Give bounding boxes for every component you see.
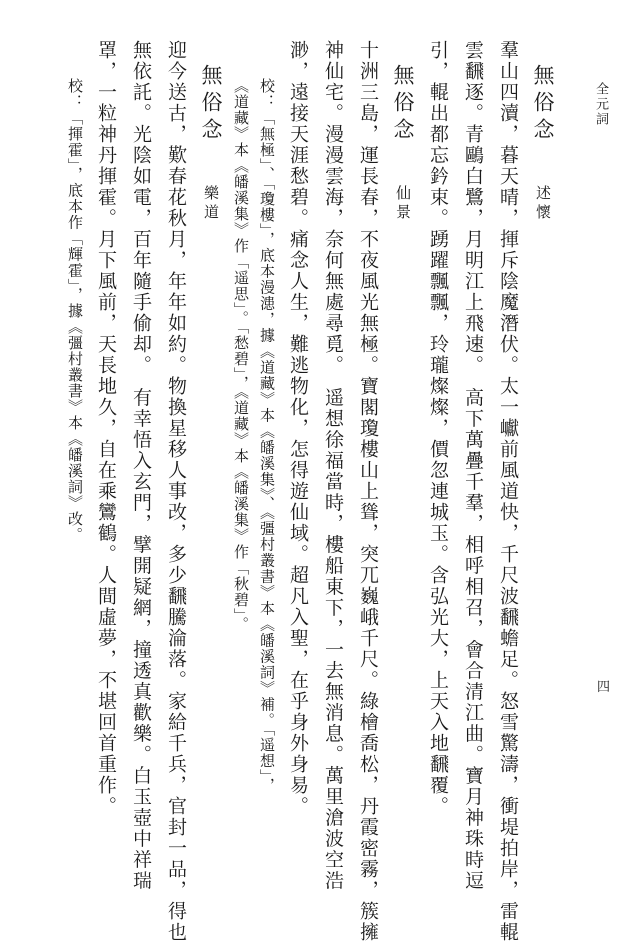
collation-note-line (62, 40, 88, 840)
poem-text-line (350, 40, 385, 943)
verse-text: 雲飜逐。青鷗白鷺，月明江上飛速。 高下萬疊千羣，相呼相召，會合清江曲。寶月神珠時逗 (462, 40, 484, 892)
verse-text: 罩，一粒神丹揮霍。月下風前，天長地久，自在乘鸞鶴。人間虛夢，不堪回首重作。 (95, 40, 117, 817)
poem-text-line (455, 40, 490, 892)
collation-note-line (228, 40, 254, 840)
poem-text-line (280, 40, 315, 840)
verse-text: 十洲三島，運長春，不夜風光無極。寶閣瓊樓山上聳，突兀巍峨千尺。綠檜喬松，丹霞密霧，簇擁 (357, 40, 379, 943)
poem-subtitle: 樂道 (202, 185, 220, 223)
poem-text-line (123, 40, 158, 892)
verse-text: 渺，遠接天涯愁碧。痛念人生，難逃物化，怎得遊仙域。超凡入聖，在乎身外身易。 (287, 40, 309, 817)
verse-text: 無依託。光陰如電，百年隨手偷却。 有幸悟入玄門，擘開疑網，撞透真歡樂。白玉壺中祥瑞 (130, 40, 152, 892)
verse-text: 羣山四瀆，暮天晴，揮斥陰魔潛伏。太一巘前風道快，千尺波飜蟾足。怒雪驚濤，衝堤拍岸，雷輥 (497, 40, 519, 943)
poem-title-text: 無俗念 (199, 64, 223, 145)
poem-subtitle: 述懷 (534, 185, 552, 223)
poem-text-line (88, 40, 123, 840)
verse-text: 引，輥出都忘鈐束。踴躍飄飄，玲瓏燦燦，價忽連城玉。含弘光大，上天入地飜覆。 (427, 40, 449, 817)
note-text: 《道藏》本《皤溪集》作「遥思」。「愁碧」，《道藏》本《皤溪集》作「秋碧」。 (232, 78, 250, 633)
verse-text: 迎今送古，歎春花秋月，年年如約。物換星移人事改，多少飜騰淪落。家給千兵，官封一品，得也 (165, 40, 187, 943)
poem-title (385, 40, 420, 840)
note-text: 校：「揮霍」，底本作「輝霍」，據《彊村叢書》本《皤溪詞》改。 (66, 78, 84, 543)
poem-text-line (420, 40, 455, 840)
poem-text-line (315, 40, 350, 892)
poem-title-text: 無俗念 (391, 64, 415, 145)
verse-text: 神仙宅。漫漫雲海，奈何無處尋覓。 遥想徐福當時，樓船東下，一去無消息。萬里滄波空浩 (322, 40, 344, 892)
poem-text-line (158, 40, 193, 943)
book-title: 全元詞 (593, 82, 608, 127)
poem-title-text: 無俗念 (531, 64, 555, 145)
text-body (62, 40, 560, 943)
poem-title (193, 40, 228, 840)
page-number: 四 (596, 680, 610, 695)
poem-text-line (490, 40, 525, 943)
poem-title (525, 40, 560, 840)
collation-note-line (254, 40, 280, 840)
note-text: 校：「無極」、「瓊樓」，底本漫漶，據《道藏》本《皤溪集》、《彊村叢書》本《皤溪詞》補。「遥想」， (258, 78, 276, 794)
poem-subtitle: 仙景 (394, 185, 412, 223)
